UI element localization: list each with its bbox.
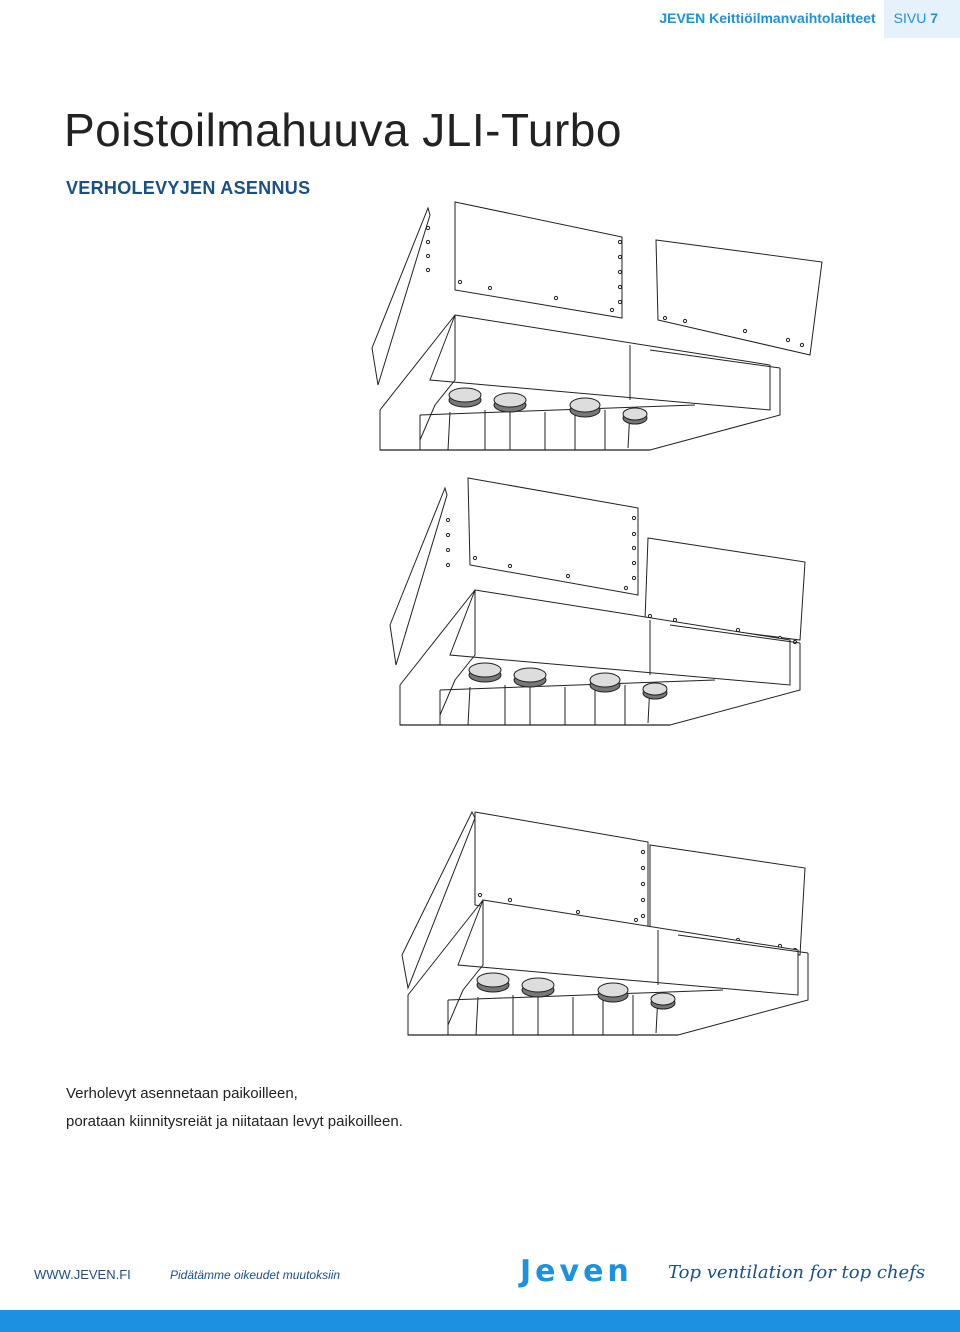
page-label: SIVU — [893, 10, 927, 26]
bottom-stripe — [0, 1310, 960, 1332]
hood-step-3 — [402, 812, 808, 1035]
section-subtitle: VERHOLEVYJEN ASENNUS — [66, 178, 311, 198]
header-brand: JEVEN Keittiöilmanvaihtolaitteet — [659, 10, 876, 26]
description-line-1: Verholevyt asennetaan paikoilleen, — [66, 1085, 298, 1102]
hood-step-2 — [390, 478, 805, 725]
page-indicator — [884, 0, 960, 38]
footer-url-link[interactable]: WWW.JEVEN.FI — [34, 1267, 131, 1282]
jeven-logo: Jeven — [520, 1254, 633, 1289]
page-header — [659, 0, 960, 38]
description-line-2: porataan kiinnitysreiät ja niitataan levyt paikoilleen. — [66, 1113, 403, 1130]
page-title: Poistoilmahuuva JLI-Turbo — [64, 104, 622, 156]
installation-drawing — [360, 200, 840, 1050]
footer-note: Pidätämme oikeudet muutoksiin — [170, 1268, 341, 1282]
hood-step-1 — [372, 202, 822, 450]
footer-tagline: Top ventilation for top chefs — [668, 1262, 926, 1283]
page-number: 7 — [930, 10, 938, 26]
installation-description — [66, 1080, 403, 1136]
